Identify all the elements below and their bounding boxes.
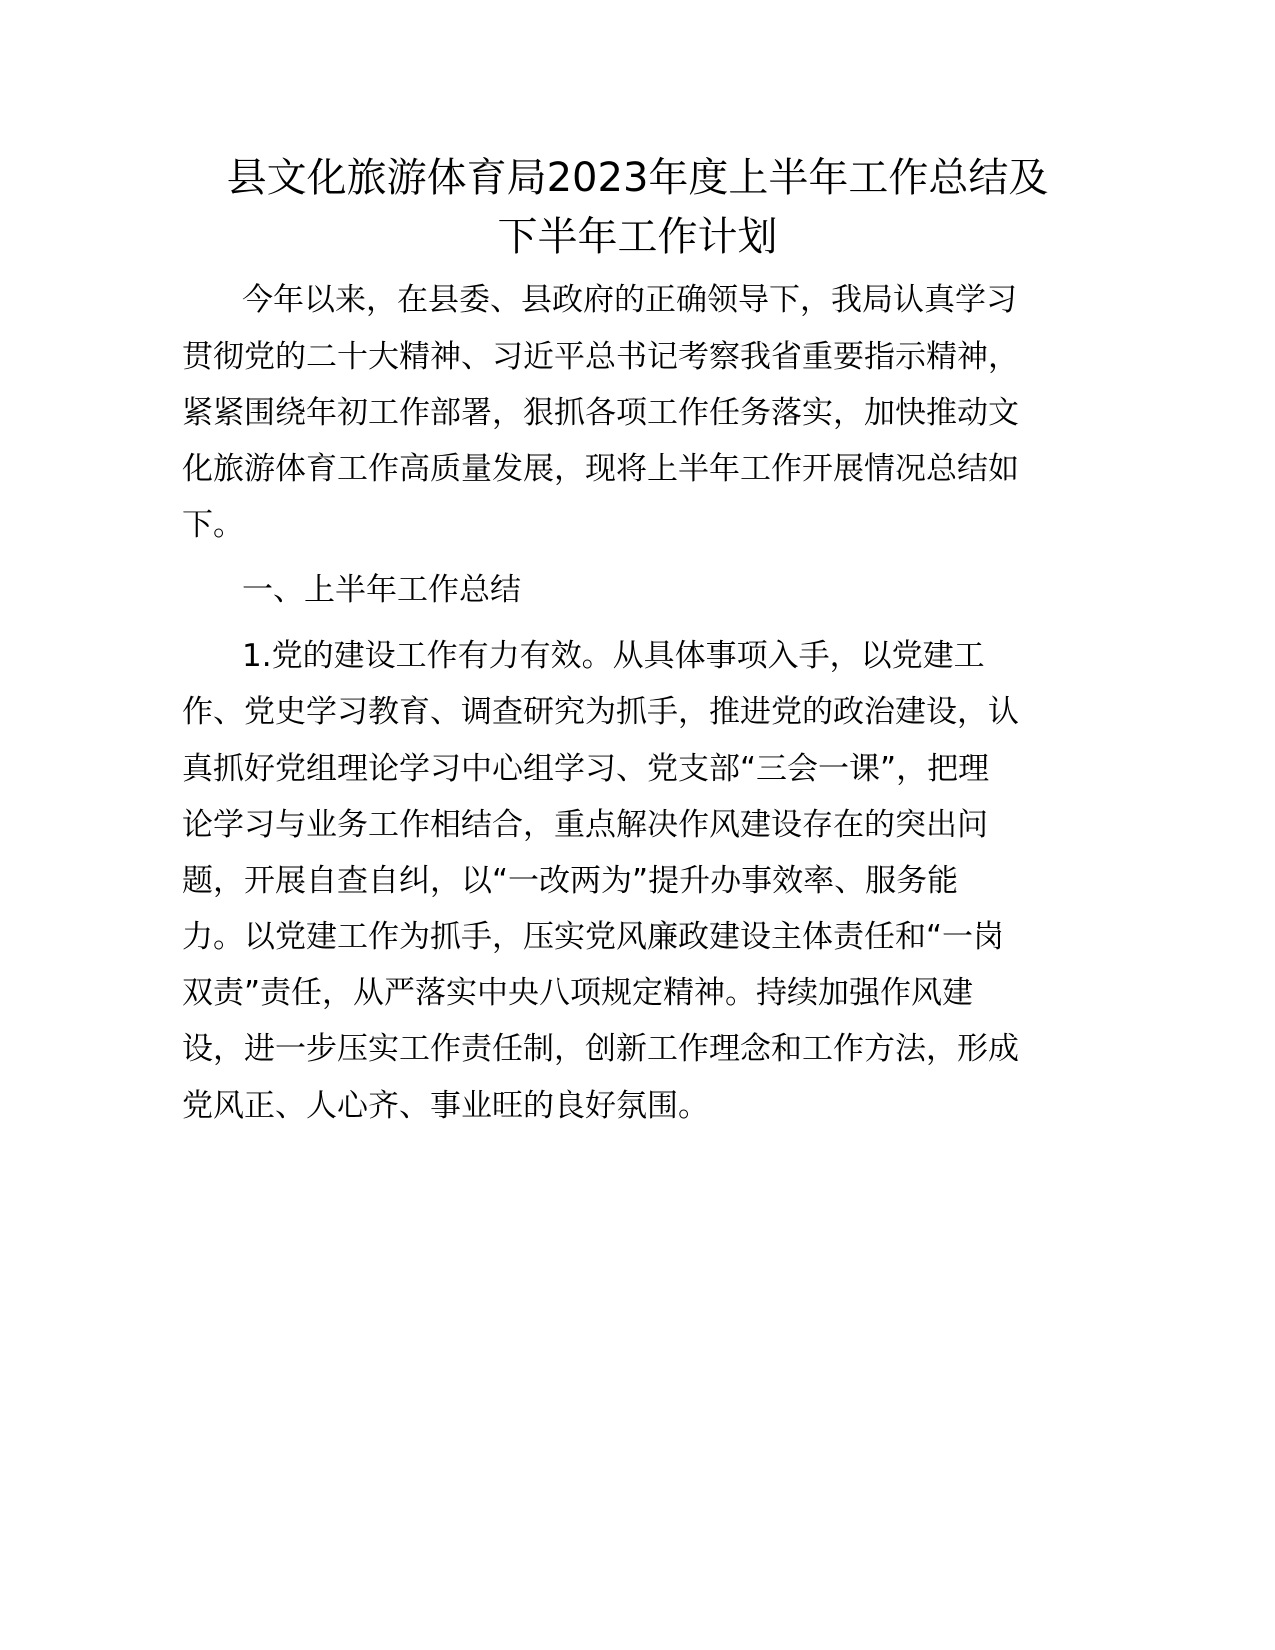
item1-paragraph-line: 1.党的建设工作有力有效。从具体事项入手，以党建工	[242, 638, 985, 674]
item1-paragraph-line: 党风正、人心齐、事业旺的良好氛围。	[182, 1088, 709, 1124]
item1-paragraph-line: 真抓好党组理论学习中心组学习、党支部“三会一课”，把理	[182, 751, 990, 787]
item1-paragraph-line: 作、党史学习教育、调查研究为抓手，推进党的政治建设，认	[182, 694, 1019, 730]
item1-paragraph-line: 双责”责任，从严落实中央八项规定精神。持续加强作风建	[182, 975, 974, 1011]
document-title-line-1: 县文化旅游体育局2023年度上半年工作总结及	[226, 155, 1049, 201]
intro-paragraph-line: 下。	[182, 507, 244, 543]
item1-paragraph-line: 设，进一步压实工作责任制，创新工作理念和工作方法，形成	[182, 1031, 1019, 1067]
item1-paragraph-line: 力。以党建工作为抓手，压实党风廉政建设主体责任和“一岗	[182, 919, 1005, 955]
item1-paragraph-line: 论学习与业务工作相结合，重点解决作风建设存在的突出问	[182, 807, 988, 843]
intro-paragraph-line: 紧紧围绕年初工作部署，狠抓各项工作任务落实，加快推动文	[182, 395, 1019, 431]
section-heading: 一、上半年工作总结	[242, 572, 521, 608]
item1-paragraph-line: 题，开展自查自纠，以“一改两为”提升办事效率、服务能	[182, 863, 959, 899]
document-title-line-2: 下半年工作计划	[497, 214, 778, 260]
intro-paragraph-line: 化旅游体育工作高质量发展，现将上半年工作开展情况总结如	[182, 451, 1019, 487]
intro-paragraph-line: 今年以来，在县委、县政府的正确领导下，我局认真学习	[242, 282, 1017, 318]
intro-paragraph-line: 贯彻党的二十大精神、习近平总书记考察我省重要指示精神，	[182, 339, 1019, 375]
